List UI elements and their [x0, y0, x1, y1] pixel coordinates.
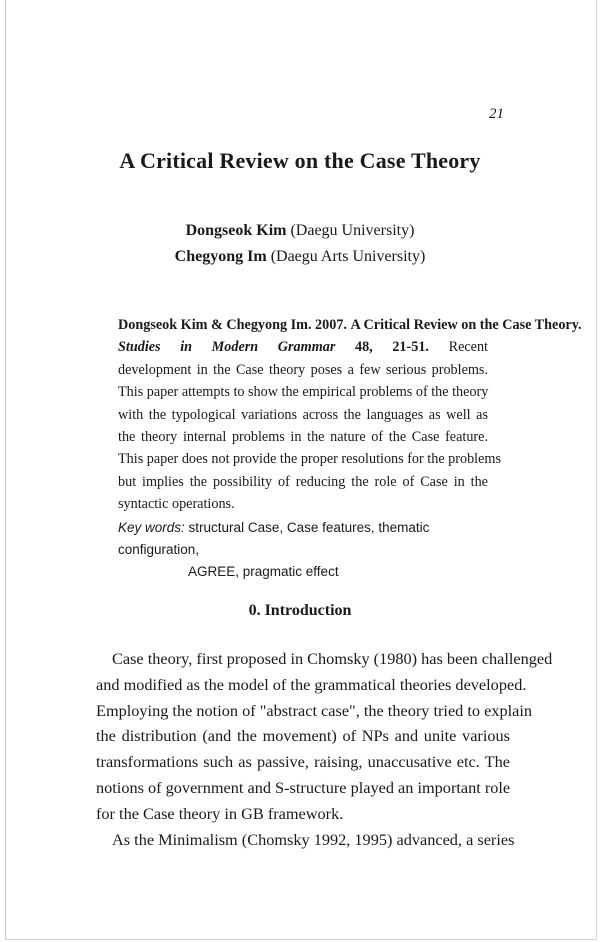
abstract-line: This paper attempts to show the empirical problems of the theory — [118, 384, 489, 401]
volume-pages: 48, 21-51. — [354, 339, 429, 356]
body-line: As the Minimalism (Chomsky 1992, 1995) advanced, a series — [112, 829, 515, 849]
citation-title: A Critical Review on the Case Theory. — [350, 317, 582, 333]
abstract-line: with the typological variations across the languages as well as — [118, 406, 488, 423]
author-name: Dongseok Kim — [185, 222, 287, 239]
abstract-line: syntactic operations. — [118, 496, 235, 513]
abstract-line — [118, 336, 488, 358]
abstract — [118, 314, 582, 516]
abstract-line: the theory internal problems in the nature of the Case feature. — [118, 429, 488, 446]
body-line: and modified as the model of the grammatical theories developed. — [96, 674, 527, 694]
abstract-line: development in the Case theory poses a few serious problems. — [118, 361, 488, 378]
body-line: for the Case theory in GB framework. — [96, 803, 344, 823]
keywords-label: Key words: — [118, 520, 185, 535]
author-line-2 — [0, 244, 600, 270]
body-line: Employing the notion of "abstract case", the theory tried to explain — [96, 700, 533, 720]
section-heading: 0. Introduction — [248, 602, 352, 619]
author-affiliation: (Daegu Arts University) — [270, 248, 426, 265]
body-line: the distribution (and the movement) of NPs and unite various — [96, 726, 510, 746]
keywords-line-1: structural Case, Case features, thematic configuration, — [118, 520, 430, 557]
paper-title: A Critical Review on the Case Theory — [119, 148, 481, 173]
body-text — [96, 646, 553, 852]
abstract-text: Recent — [448, 339, 488, 356]
citation-authors: Dongseok Kim & Chegyong Im. 2007. — [118, 317, 347, 333]
keywords — [118, 517, 508, 583]
abstract-line: but implies the possibility of reducing the role of Case in the — [118, 473, 488, 490]
abstract-line: This paper does not provide the proper resolutions for the problems — [118, 451, 501, 468]
journal-name: Studies in Modern Grammar — [118, 339, 336, 356]
author-block — [0, 218, 600, 270]
body-line: Case theory, first proposed in Chomsky (1980) has been challenged — [112, 649, 553, 668]
author-name: Chegyong Im — [174, 248, 267, 265]
page-number: 21 — [489, 106, 504, 122]
author-affiliation: (Daegu University) — [290, 222, 415, 239]
body-line: notions of government and S-structure played an important role — [96, 777, 511, 797]
keywords-line-2: AGREE, pragmatic effect — [188, 564, 339, 579]
body-line: transformations such as passive, raising, unaccusative etc. The — [96, 752, 510, 772]
abstract-line — [118, 314, 582, 336]
author-line-1 — [0, 218, 600, 244]
